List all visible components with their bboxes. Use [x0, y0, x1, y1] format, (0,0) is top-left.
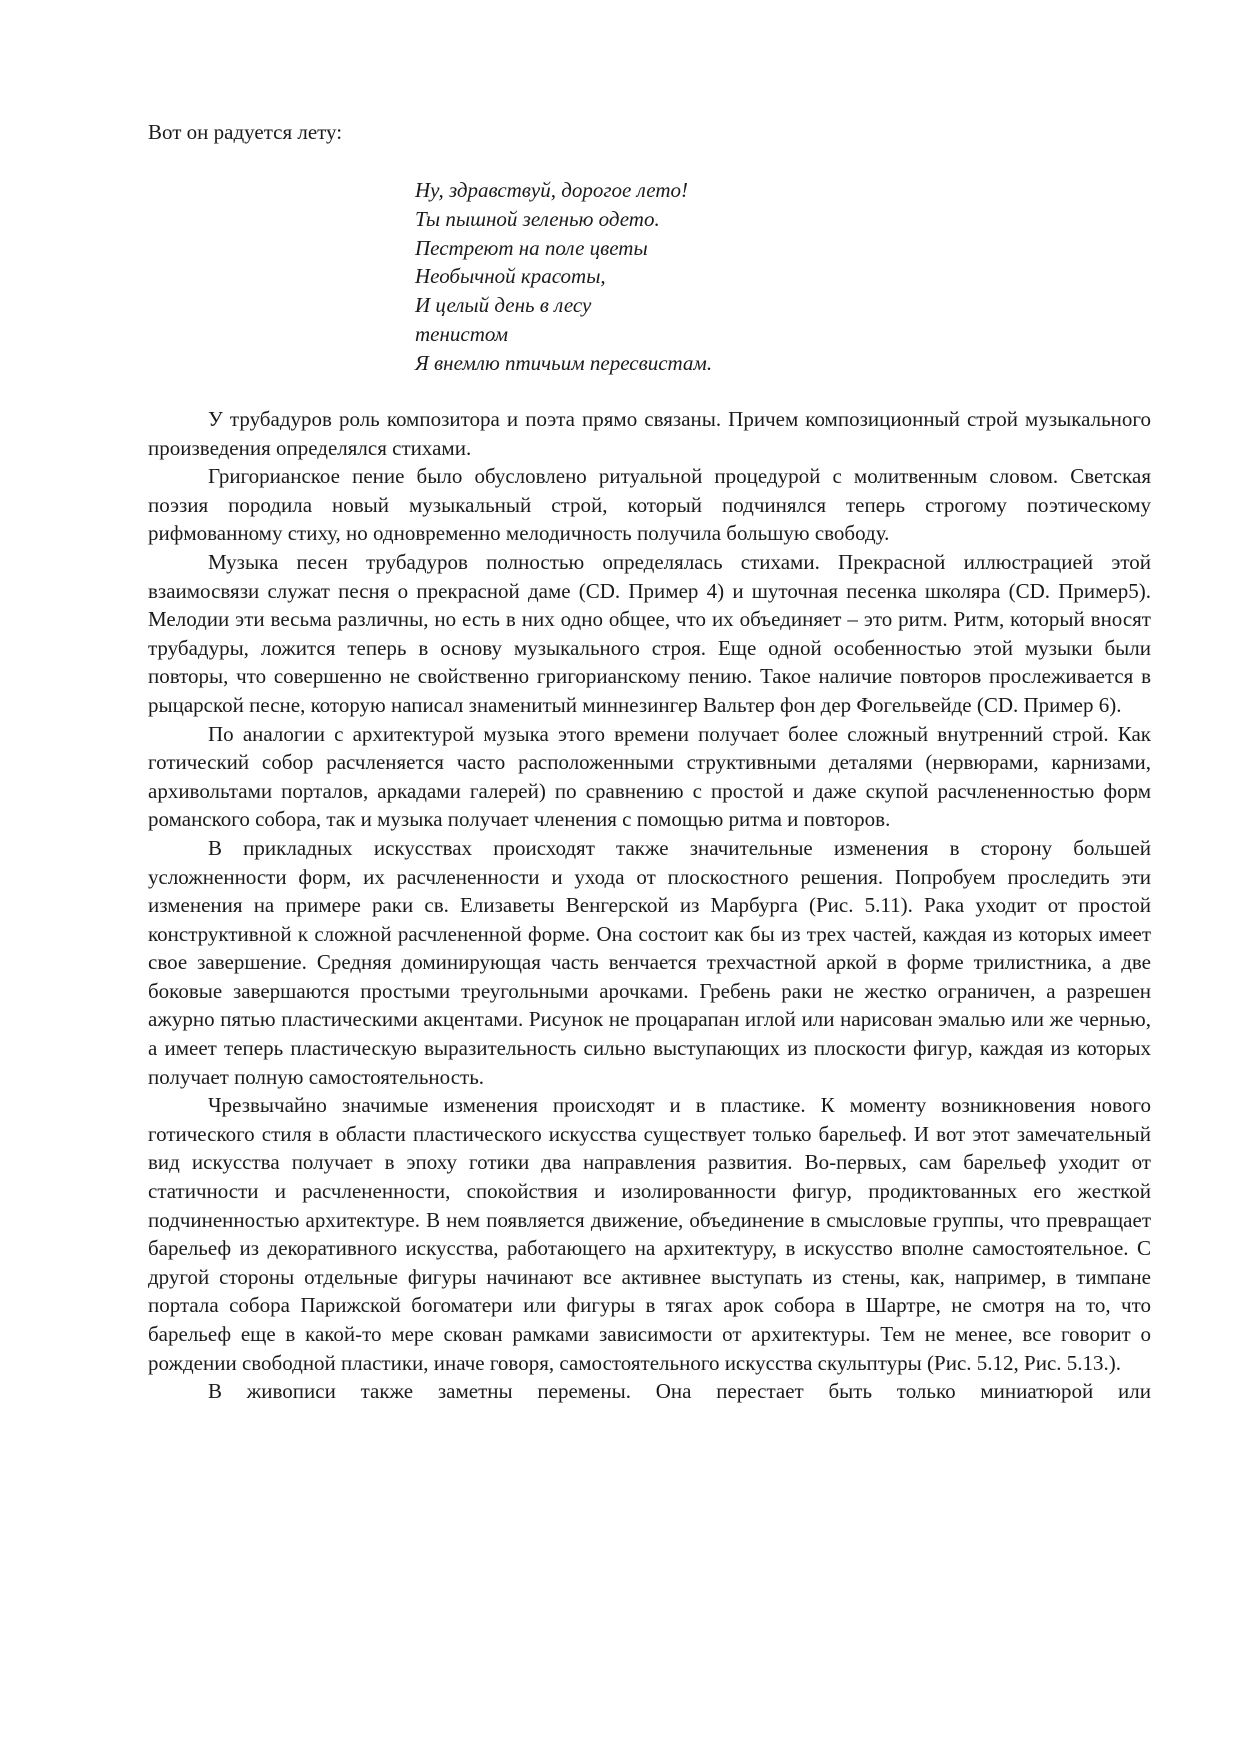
intro-line: Вот он радуется лету:: [148, 120, 343, 144]
poem-line: тенистом: [415, 321, 508, 346]
poem-line: И целый день в лесу: [415, 293, 592, 318]
poem-stanza: [415, 176, 712, 378]
poem-line: Необычной красоты,: [415, 264, 606, 289]
paragraph-architecture-analogy: По аналогии с архитектурой музыка этого времени получает более сложный внутренний строй. Как готический собор расчленяется часто расположенными структивными деталями (нервюрами, карнизами, архивольтами порталов, аркадами галерей) по сравнению с простой и даже скупой расчлененностью форм романского собора, так и музыка получает членения с помощью ритма и повторов.: [148, 721, 1151, 832]
poem-line: Я внемлю птичьим пересвистам.: [415, 350, 713, 375]
paragraph-troubadours-role: У трубадуров роль композитора и поэта прямо связаны. Причем композиционный строй музыкального произведения определялся стихами.: [148, 407, 1151, 460]
paragraph-troubadour-music: Музыка песен трубадуров полностью определялась стихами. Прекрасной иллюстрацией этой взаимосвязи служат песня о прекрасной даме (CD. Пример 4) и шуточная песенка школяра (CD. Пример5). Мелодии эти весьма различны, но есть в них одно общее, что их объединяет – это ритм. Ритм, который вносят трубадуры, ложится теперь в основу музыкального строя. Еще одной особенностью этой музыки были повторы, что совершенно не свойственно григорианскому пению. Такое наличие повторов прослеживается в рыцарской песне, которую написал знаменитый миннезингер Вальтер фон дер Фогельвейде (CD. Пример 6).: [148, 549, 1151, 717]
poem-line: Ты пышной зеленью одето.: [415, 206, 660, 231]
poem-line: Ну, здравствуй, дорогое лето!: [415, 178, 689, 202]
paragraph-sculpture: Чрезвычайно значимые изменения происходят и в пластике. К моменту возникновения нового готического стиля в области пластического искусства существует только барельеф. И вот этот замечательный вид искусства получает в эпоху готики два направления развития. Во-первых, сам барельеф уходит от статичности и расчлененности, спокойствия и изолированности фигур, продиктованных его жесткой подчиненностью архитектуре. В нем появляется движение, объединение в смысловые группы, что превращает барельеф из декоративного искусства, работающего на архитектуру, в искусство вполне самостоятельное. С другой стороны отдельные фигуры начинают все активнее выступать из стены, как, например, в тимпане портала собора Парижской богоматери или фигуры в тягах арок собора в Шартре, не смотря на то, что барельеф еще в какой-то мере скован рамками зависимости от архитектуры. Тем не менее, все говорит о рождении свободной пластики, иначе говоря, самостоятельного искусства скульптуры (Рис. 5.12, Рис. 5.13.).: [148, 1093, 1151, 1375]
body-text: [148, 405, 1151, 1406]
paragraph-applied-arts: В прикладных искусствах происходят также значительные изменения в сторону большей усложненности форм, их расчлененности и ухода от плоскостного решения. Попробуем проследить эти изменения на примере раки св. Елизаветы Венгерской из Марбурга (Рис. 5.11). Рака уходит от простой конструктивной к сложной расчлененной форме. Она состоит как бы из трех частей, каждая из которых имеет свое завершение. Средняя доминирующая часть венчается трехчастной аркой в форме трилистника, а две боковые завершаются простыми треугольными арочками. Гребень раки не жестко ограничен, а разрешен ажурно пятью пластическими акцентами. Рисунок не процарапан иглой или нарисован эмалью или же чернью, а имеет теперь пластическую выразительность сильно выступающих из плоскости фигур, каждая из которых получает полную самостоятельность.: [148, 835, 1151, 1089]
paragraph-gregorian-chant: Григорианское пение было обусловлено ритуальной процедурой с молитвенным словом. Светская поэзия породила новый музыкальный строй, который подчинялся теперь строгому поэтическому рифмованному стиху, но одновременно мелодичность получила большую свободу.: [148, 464, 1151, 546]
poem-line: Пестреют на поле цветы: [415, 235, 648, 260]
paragraph-painting: В живописи также заметны перемены. Она перестает быть только миниатюрой или: [208, 1379, 1151, 1404]
